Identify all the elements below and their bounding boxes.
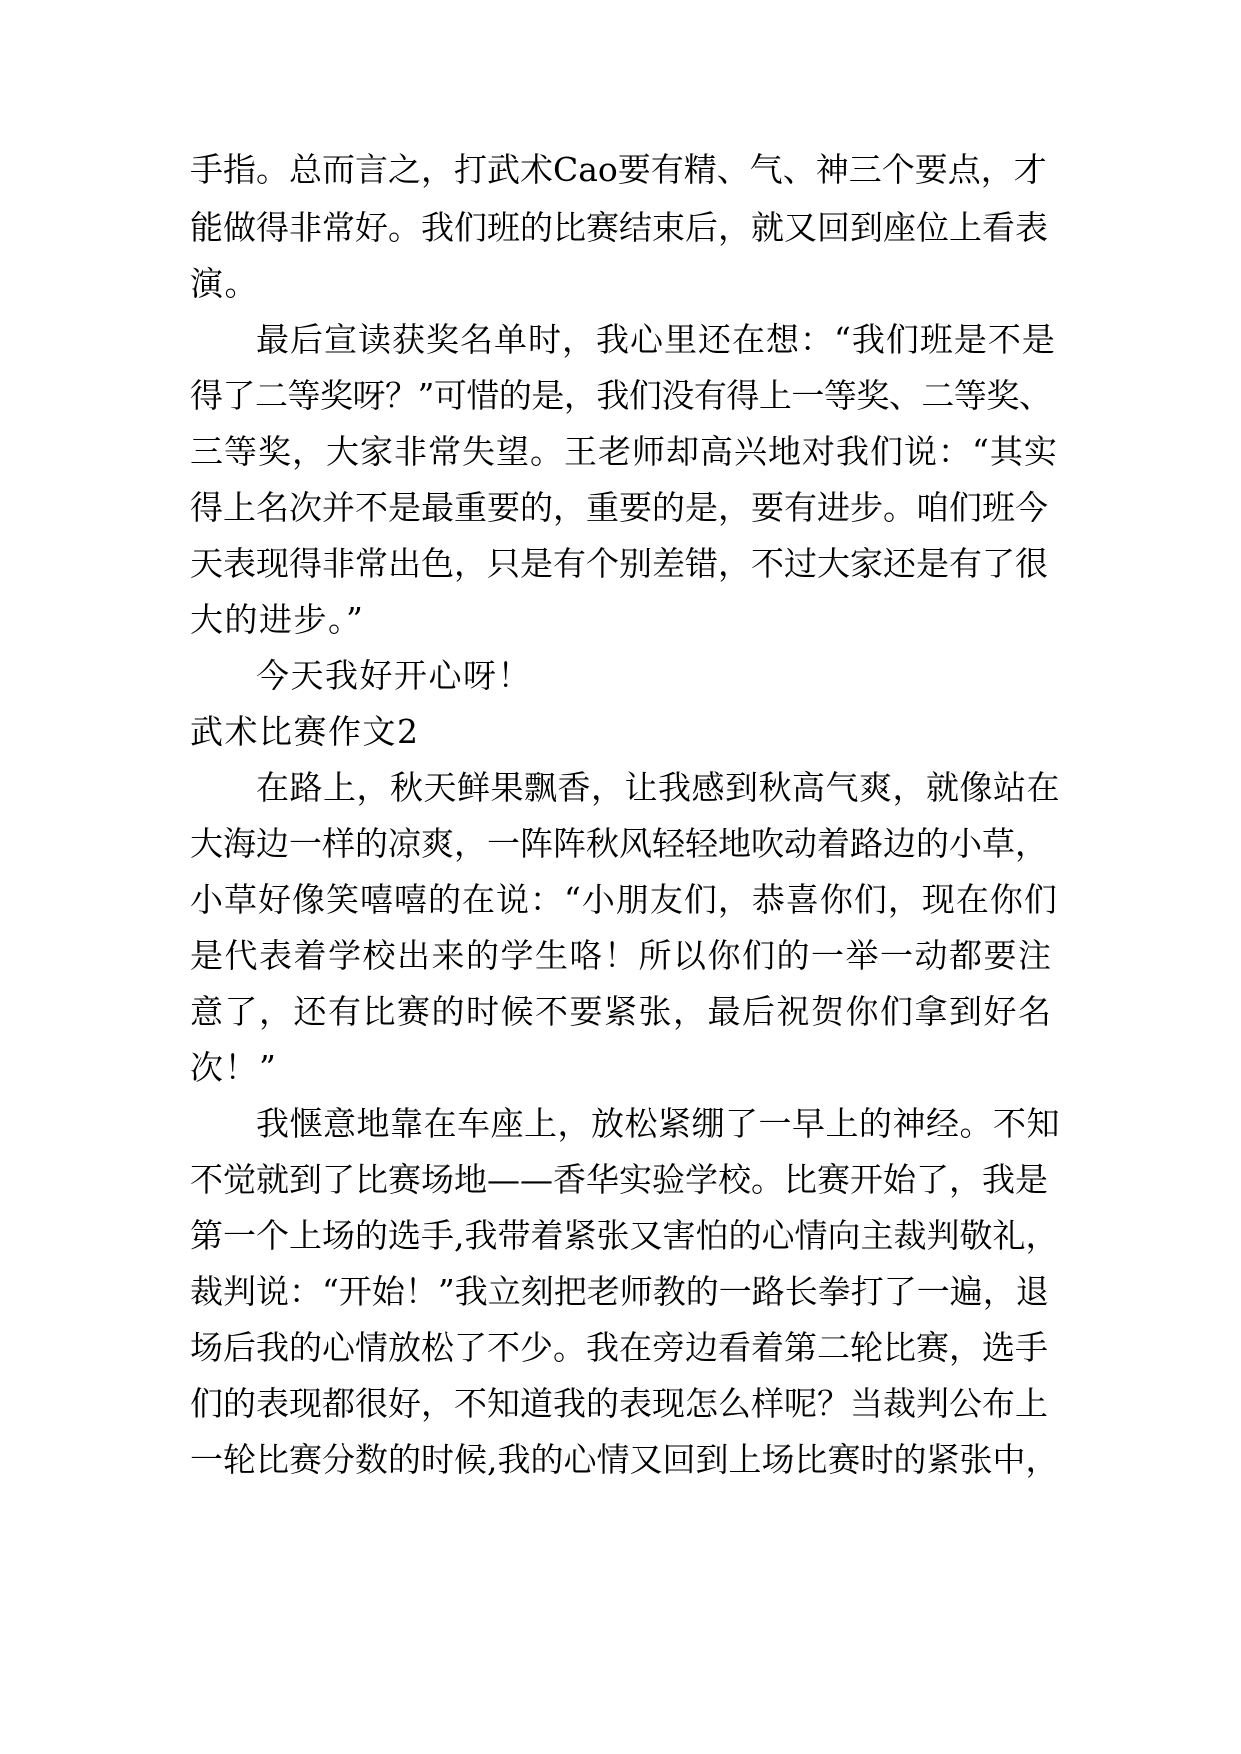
paragraph-first-line: 最后宣读获奖名单时，我心里还在想：“我们班是不是: [256, 320, 1056, 359]
body-text-line: 得上名次并不是最重要的，重要的是，要有进步。咱们班今: [190, 488, 1048, 527]
body-text-line: 得了二等奖呀？”可惜的是，我们没有得上一等奖、二等奖、: [190, 376, 1052, 415]
paragraph-first-line: 今天我好开心呀！: [256, 656, 532, 695]
body-text-line: 大海边一样的凉爽，一阵阵秋风轻轻地吹动着路边的小草，: [190, 824, 1048, 863]
body-text-line: 们的表现都很好，不知道我的表现怎么样呢？当裁判公布上: [190, 1384, 1048, 1423]
section-heading: 武术比赛作文2: [190, 712, 420, 751]
body-text-line: 一轮比赛分数的时候,我的心情又回到上场比赛时的紧张中，: [190, 1440, 1059, 1479]
body-text-line: 天表现得非常出色，只是有个别差错，不过大家还是有了很: [190, 544, 1048, 583]
body-text-line: 三等奖，大家非常失望。王老师却高兴地对我们说：“其实: [190, 432, 1058, 471]
body-text-line: 意了，还有比赛的时候不要紧张，最后祝贺你们拿到好名: [190, 992, 1053, 1031]
body-text-line: 手指。总而言之，打武术Cao要有精、气、神三个要点，才: [190, 150, 1047, 189]
body-text-line: 裁判说：“开始！”我立刻把老师教的一路长拳打了一遍，退: [190, 1272, 1049, 1311]
body-text-line: 能做得非常好。我们班的比赛结束后，就又回到座位上看表: [190, 208, 1048, 247]
body-text-line: 不觉就到了比赛场地——香华实验学校。比赛开始了，我是: [190, 1160, 1048, 1199]
paragraph-first-line: 我惬意地靠在车座上，放松紧绷了一早上的神经。不知: [256, 1104, 1060, 1143]
body-text-line: 演。: [190, 264, 259, 303]
body-text-line: 小草好像笑嘻嘻的在说：“小朋友们，恭喜你们，现在你们: [190, 880, 1058, 919]
body-text-line: 大的进步。”: [190, 600, 365, 639]
body-text-line: 场后我的心情放松了不少。我在旁边看着第二轮比赛，选手: [190, 1328, 1048, 1367]
paragraph-first-line: 在路上，秋天鲜果飘香，让我感到秋高气爽，就像站在: [256, 768, 1060, 807]
body-text-line: 次！”: [190, 1048, 278, 1087]
body-text-line: 第一个上场的选手,我带着紧张又害怕的心情向主裁判敬礼，: [190, 1216, 1059, 1255]
body-text-line: 是代表着学校出来的学生咯！所以你们的一举一动都要注: [190, 936, 1053, 975]
